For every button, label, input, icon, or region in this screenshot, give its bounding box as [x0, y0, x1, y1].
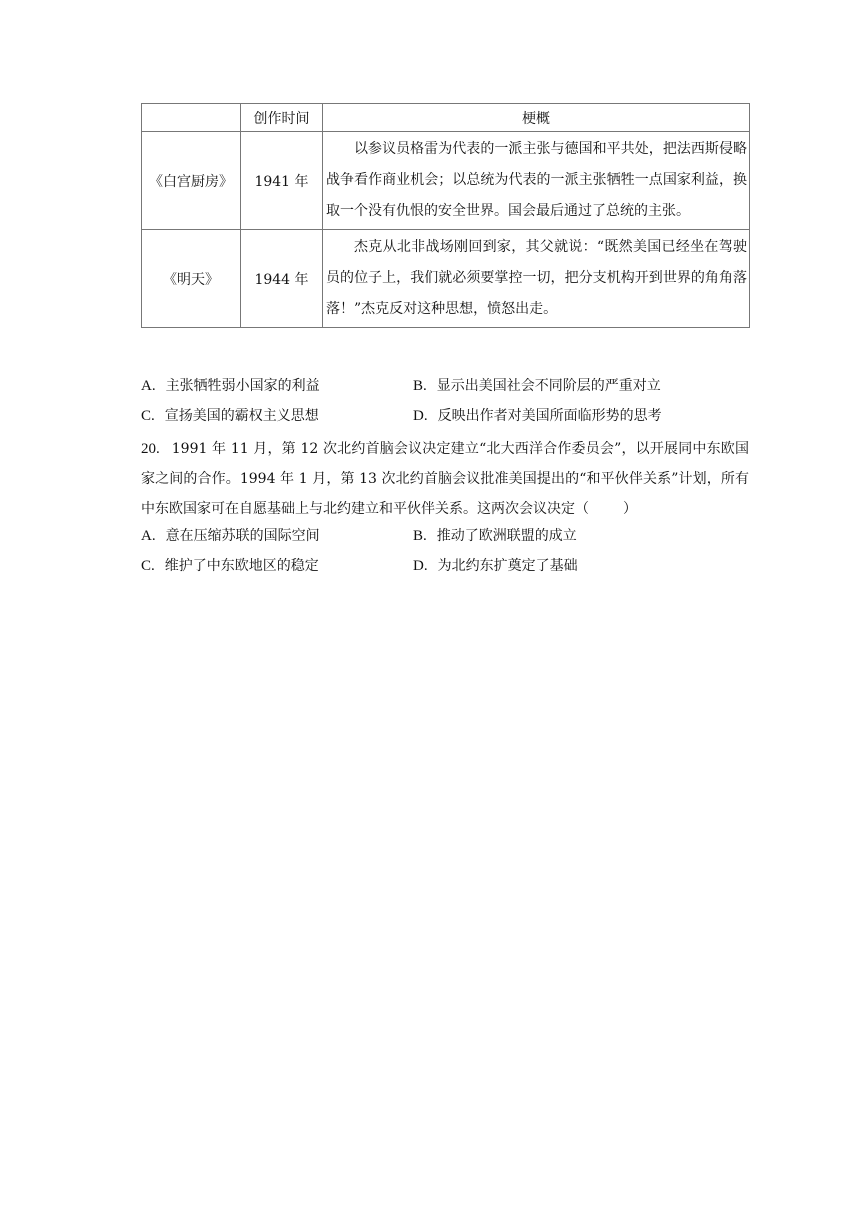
- table-row: [142, 132, 750, 230]
- option-letter: D.: [413, 408, 428, 424]
- work-summary: 以参议员格雷为代表的一派主张与德国和平共处，把法西斯侵略战争看作商业机会；以总统为代表的一派主张牺牲一点国家利益，换取一个没有仇恨的安全世界。国会最后通过了总统的主张。: [323, 132, 750, 230]
- option-text: 主张牺牲弱小国家的利益: [165, 378, 320, 394]
- option-letter: B.: [413, 528, 427, 544]
- option-text: 宣扬美国的霸权主义思想: [164, 408, 319, 424]
- q20-option-b[interactable]: [413, 525, 577, 545]
- table-row: [142, 230, 750, 328]
- option-text: 维护了中东欧地区的稳定: [164, 558, 319, 574]
- option-letter: A.: [141, 378, 156, 394]
- work-title: 《白宫厨房》: [142, 132, 241, 230]
- q19-option-b[interactable]: [413, 375, 661, 395]
- q20-option-row-2: [141, 555, 749, 577]
- work-year: 1944 年: [241, 230, 323, 328]
- q19-option-row-2: [141, 405, 749, 427]
- close-paren: ）: [623, 501, 637, 517]
- header-summary: 梗概: [323, 104, 750, 132]
- q19-option-row-1: [141, 375, 749, 397]
- q19-option-c[interactable]: [141, 405, 319, 425]
- q20-option-row-1: [141, 525, 749, 547]
- option-letter: B.: [413, 378, 427, 394]
- work-title: 《明天》: [142, 230, 241, 328]
- option-text: 意在压缩苏联的国际空间: [165, 528, 320, 544]
- option-letter: D.: [413, 558, 428, 574]
- question-20: [141, 434, 749, 524]
- option-letter: C.: [141, 558, 155, 574]
- works-table: [141, 103, 750, 328]
- option-text: 为北约东扩奠定了基础: [437, 558, 578, 574]
- option-letter: A.: [141, 528, 156, 544]
- q20-option-a[interactable]: [141, 525, 320, 545]
- table-header-row: [142, 104, 750, 132]
- q19-option-a[interactable]: [141, 375, 320, 395]
- option-text: 反映出作者对美国所面临形势的思考: [437, 408, 662, 424]
- work-summary: 杰克从北非战场刚回到家，其父就说：“既然美国已经坐在驾驶员的位子上，我们就必须要掌控一切，把分支机构开到世界的角角落落！”杰克反对这种思想，愤怒出走。: [323, 230, 750, 328]
- q19-option-d[interactable]: [413, 405, 662, 425]
- header-blank: [142, 104, 241, 132]
- question-number: 20.: [141, 441, 160, 457]
- option-letter: C.: [141, 408, 155, 424]
- option-text: 显示出美国社会不同阶层的严重对立: [436, 378, 661, 394]
- question-stem: 1991 年 11 月，第 12 次北约首脑会议决定建立“北大西洋合作委员会”，以开展同中东欧国家之间的合作。1994 年 1 月，第 13 次北约首脑会议批准美国提出的“和平伙伴关系”计划，所有中东欧国家可在自愿基础上与北约建立和平伙伴关系。这两次会议决定（: [141, 441, 749, 517]
- header-time: 创作时间: [241, 104, 323, 132]
- q20-option-d[interactable]: [413, 555, 578, 575]
- work-year: 1941 年: [241, 132, 323, 230]
- option-text: 推动了欧洲联盟的成立: [436, 528, 577, 544]
- q20-option-c[interactable]: [141, 555, 319, 575]
